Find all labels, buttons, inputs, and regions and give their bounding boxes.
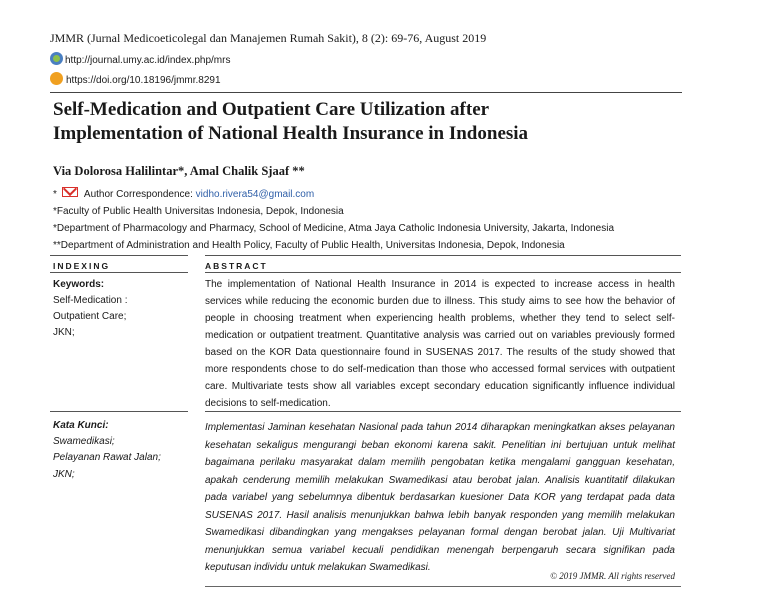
keywords-block bbox=[53, 277, 127, 341]
article-title bbox=[53, 98, 683, 146]
keywords-label: Keywords: bbox=[53, 279, 105, 290]
author-correspondence bbox=[53, 187, 314, 200]
corr-email-link[interactable]: vidho.rivera54@gmail.com bbox=[195, 189, 315, 200]
corr-label: Author Correspondence: bbox=[83, 189, 193, 200]
abstract-heading: ABSTRACT bbox=[205, 261, 268, 271]
kata-kunci-item: Pelayanan Rawat Jalan; bbox=[53, 452, 161, 464]
affiliation-3: **Department of Administration and Health Policy, Faculty of Public Health, Universitas Indonesia, Depok, Indonesia bbox=[53, 240, 565, 251]
abstract-rule-bottom bbox=[205, 272, 681, 273]
mail-icon bbox=[62, 187, 80, 198]
indexing-rule-top bbox=[50, 255, 188, 256]
kata-kunci-item: Swamedikasi; bbox=[53, 436, 115, 448]
corr-marker: * bbox=[53, 189, 57, 200]
kata-kunci-label: Kata Kunci: bbox=[53, 420, 109, 431]
title-line-2: Implementation of National Health Insurance in Indonesia bbox=[53, 123, 529, 144]
journal-url-row[interactable] bbox=[50, 52, 230, 66]
indexing-heading: INDEXING bbox=[53, 261, 111, 271]
journal-url-link[interactable]: http://journal.umy.ac.id/index.php/mrs bbox=[65, 55, 231, 66]
abstract-rule-top bbox=[205, 255, 681, 256]
abstract-indonesian: Implementasi Jaminan kesehatan Nasional pada tahun 2014 diharapkan meningkatkan akses pelayanan kesehatan sekaligus mengurangi beban ekonomi karena sakit. Penelitian ini bertujuan untuk melihat bagaimana perilaku masyarakat dalam memilih pengobatan ketika mengalami gangguan kesehatan, apakah cenderung memilih melakukan Swamedikasi atau berobat jalan. Analisis kuantitatif dilakukan pada variabel yang sebelumnya dibentuk berdasarkan kuesioner Data KOR yang terdapat pada data SUSENAS 2017. Hasil analisis menunjukkan bahwa lebih banyak responden yang memilih melakukan Swamedikasi dibandingkan yang mengakses pelayanan formal dengan berobat jalan. Uji Multivariat menunjukkan semua variabel kecuali pendidikan menengah berpengaruh secara signifikan pada keputusan individu untuk melakukan Swamedikasi. bbox=[205, 422, 675, 573]
indexing-rule-bottom bbox=[50, 272, 188, 273]
doi-icon bbox=[50, 72, 63, 85]
keyword-item: Self-Medication : bbox=[53, 295, 128, 306]
keyword-item: Outpatient Care; bbox=[53, 311, 127, 322]
abstract-english: The implementation of National Health Insurance in 2014 is expected to increase access in health services while reducing the economic burden due to illness. This study aims to see how the behavior of people in choosing treatment when experiencing health problems, whether they tend to select self-medication or outpatient treatment. Quantitative analysis was carried out on variables previously formed based on the KOR Data questionnaire found in SUSENAS 2017. The results of the study showed that more respondents chose to do self-medication than those who accessed formal services with outpatient care. Multivariate tests show all variables except secondary education significantly influence individual decisions to self-medication. bbox=[205, 279, 675, 409]
indexing-divider bbox=[50, 411, 188, 412]
kata-kunci-block bbox=[53, 418, 161, 483]
abstract-rule-end bbox=[205, 586, 681, 587]
doi-link[interactable]: https://doi.org/10.18196/jmmr.8291 bbox=[66, 75, 221, 86]
affiliation-1: *Faculty of Public Health Universitas Indonesia, Depok, Indonesia bbox=[53, 206, 344, 217]
keyword-item: JKN; bbox=[53, 327, 75, 338]
abstract-divider bbox=[205, 411, 681, 412]
doi-row[interactable] bbox=[50, 72, 221, 86]
globe-icon bbox=[50, 52, 63, 65]
affiliation-2: *Department of Pharmacology and Pharmacy, School of Medicine, Atma Jaya Catholic Indonesia University, Jakarta, Indonesia bbox=[53, 223, 615, 234]
copyright-notice: © 2019 JMMR. All rights reserved bbox=[550, 571, 675, 581]
authors: Via Dolorosa Halilintar*, Amal Chalik Sjaaf ** bbox=[53, 164, 305, 178]
header-divider bbox=[50, 92, 682, 93]
title-line-1: Self-Medication and Outpatient Care Utilization after bbox=[53, 99, 490, 120]
kata-kunci-item: JKN; bbox=[53, 468, 75, 480]
journal-citation: JMMR (Jurnal Medicoeticolegal dan Manajemen Rumah Sakit), 8 (2): 69-76, August 2019 bbox=[50, 31, 487, 45]
